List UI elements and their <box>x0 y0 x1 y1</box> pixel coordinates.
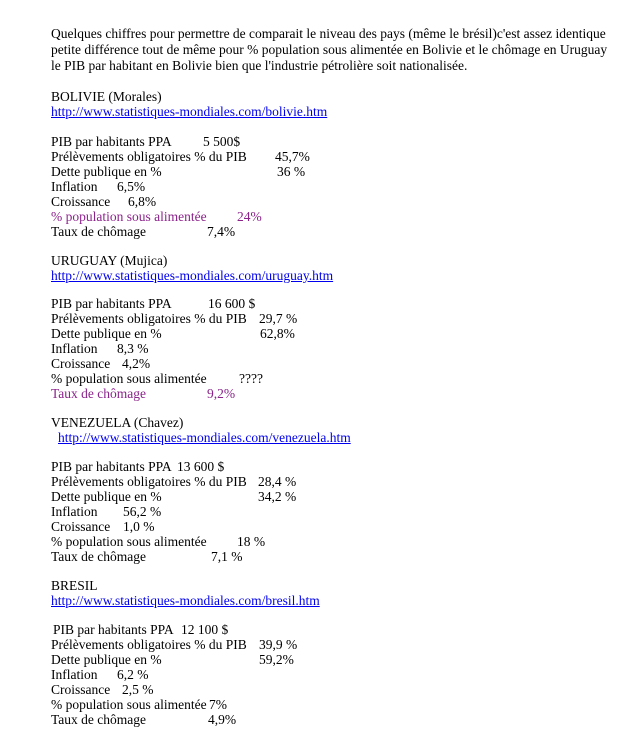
link-venezuela[interactable]: http://www.statistiques-mondiales.com/venezuela.htm <box>58 430 351 445</box>
intro-paragraph: Quelques chiffres pour permettre de comparait le niveau des pays (même le brésil)c'est assez identique petite différence tout de même pour % population sous alimentée en Bolivie et le chômage en Uruguay le PIB par habitant en Bolivie bien que l'industrie pétrolière soit nationalisée. <box>51 26 608 73</box>
section-title-uruguay: URUGUAY (Mujica) <box>51 253 168 268</box>
link-bresil[interactable]: http://www.statistiques-mondiales.com/bresil.htm <box>51 593 320 608</box>
section-title-bresil: BRESIL <box>51 578 98 593</box>
link-bolivie[interactable]: http://www.statistiques-mondiales.com/bolivie.htm <box>51 104 328 119</box>
link-uruguay[interactable]: http://www.statistiques-mondiales.com/uruguay.htm <box>51 268 334 283</box>
section-title-bolivie: BOLIVIE (Morales) <box>51 89 162 104</box>
section-title-venezuela: VENEZUELA (Chavez) <box>51 415 184 430</box>
